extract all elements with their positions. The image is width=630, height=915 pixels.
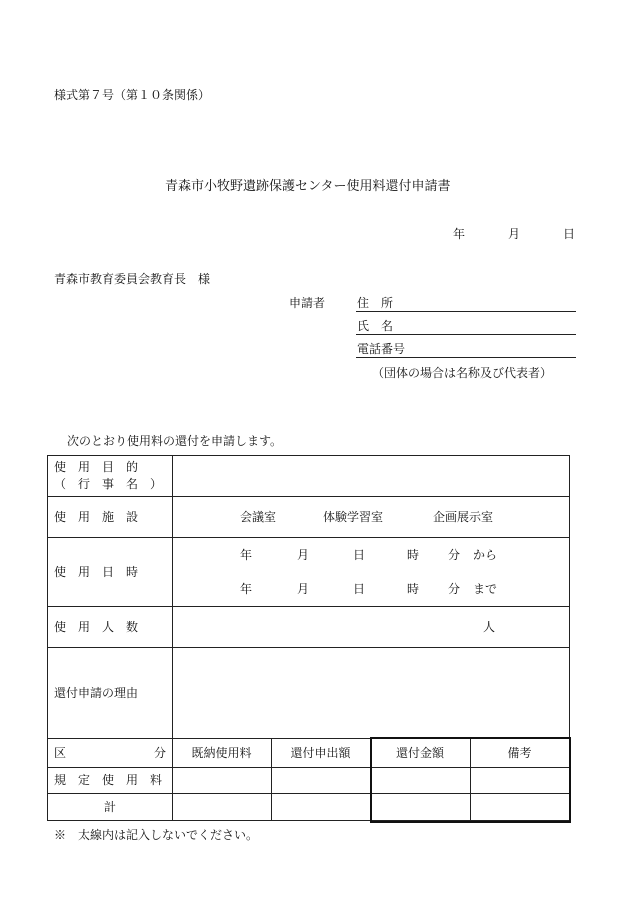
dt-from-day: 日 (353, 548, 366, 562)
dt-from-hour: 時 (407, 548, 420, 562)
address-underline[interactable] (356, 311, 576, 312)
dt-to-year: 年 (240, 582, 253, 596)
col-refund-amount: 還付金額 (395, 746, 444, 760)
facility-option-exhibit-room[interactable]: 企画展示室 (433, 510, 494, 524)
address-label: 住 所 (357, 296, 394, 310)
facility-label: 使 用 施 設 (54, 510, 139, 524)
date-year: 年 (453, 227, 466, 241)
people-unit: 人 (483, 620, 496, 634)
dt-to-month: 月 (297, 582, 310, 596)
intro-text: 次のとおり使用料の還付を申請します。 (67, 434, 283, 448)
date-day: 日 (563, 227, 576, 241)
dt-to-minute: 分 (448, 582, 461, 596)
facility-option-meeting-room[interactable]: 会議室 (240, 510, 277, 524)
office-use-box (370, 737, 571, 823)
dt-from-year: 年 (240, 548, 253, 562)
row-divider (48, 537, 569, 538)
footnote: ※ 太線内は記入しないでください。 (54, 828, 259, 842)
purpose-input[interactable] (173, 456, 569, 496)
dt-from-suffix: から (473, 548, 498, 562)
purpose-label-line2: （ 行 事 名 ） (54, 477, 163, 491)
dt-to-hour: 時 (407, 582, 420, 596)
category-label-left: 区 (54, 746, 67, 760)
dt-from-minute: 分 (448, 548, 461, 562)
phone-underline[interactable] (356, 357, 576, 358)
datetime-label: 使 用 日 時 (54, 565, 139, 579)
addressee: 青森市教育委員会教育長 様 (54, 272, 211, 286)
facility-option-learning-room[interactable]: 体験学習室 (323, 510, 384, 524)
total-label: 計 (104, 800, 117, 814)
col-paid-fee: 既納使用料 (191, 746, 252, 760)
regular-fee-label: 規 定 使 用 料 (54, 773, 163, 787)
date-month: 月 (508, 227, 521, 241)
group-note: （団体の場合は名称及び代表者） (372, 366, 553, 380)
applicant-label: 申請者 (289, 296, 326, 310)
dt-from-month: 月 (297, 548, 310, 562)
phone-label: 電話番号 (357, 342, 406, 356)
row-divider (48, 606, 569, 607)
category-label-right: 分 (154, 746, 167, 760)
purpose-label-line1 (54, 460, 166, 474)
reason-input[interactable] (173, 648, 569, 738)
reason-label: 還付申請の理由 (54, 686, 139, 700)
dt-to-suffix: まで (473, 582, 498, 596)
dt-to-day: 日 (353, 582, 366, 596)
form-title: 青森市小牧野遺跡保護センター使用料還付申請書 (165, 179, 451, 194)
col-refund-request: 還付申出額 (290, 746, 351, 760)
name-underline[interactable] (356, 334, 576, 335)
label-column-divider (172, 456, 173, 820)
col-remarks: 備考 (507, 746, 532, 760)
form-number: 様式第７号（第１０条関係） (54, 88, 211, 102)
purpose-label-text: 使 用 目 的 (54, 460, 139, 474)
row-divider (48, 496, 569, 497)
name-label: 氏 名 (357, 319, 394, 333)
people-label: 使 用 人 数 (54, 620, 139, 634)
